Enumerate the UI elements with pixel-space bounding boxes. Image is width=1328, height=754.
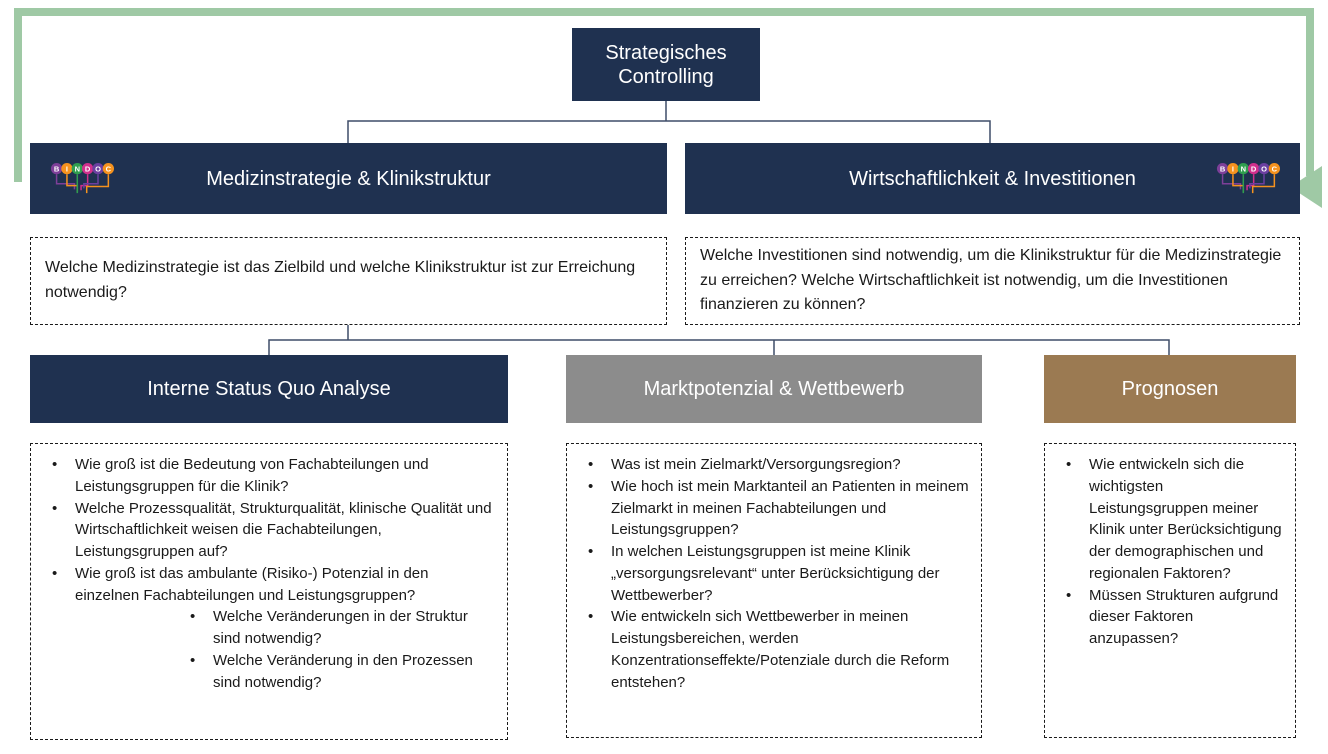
svg-text:C: C [1271, 163, 1278, 173]
subbranch-node-title: Prognosen [1121, 378, 1219, 400]
root-node-title: Strategisches Controlling [605, 41, 727, 88]
subbranch-node-title: Interne Status Quo Analyse [147, 378, 391, 400]
question-text: Welche Investitionen sind notwendig, um die Klinikstruktur für die Medizinstrategie zu erreichen? Welche Wirtschaftlichkeit ist notwendig, um die Investitionen finanzieren zu können? [700, 246, 1282, 314]
svg-text:O: O [1261, 163, 1267, 173]
bullet-item: • Wie entwickeln sich die wichtigsten Leistungsgruppen meiner Klinik unter Berücksichtigung der demographischen und regionalen Faktoren? [1057, 454, 1283, 585]
question-box-wirtschaftlichkeit [685, 237, 1300, 325]
bullet-item: • In welchen Leistungsgruppen ist meine Klinik „versorgungsrelevant“ unter Berücksichtigung der Wettbewerber? [579, 541, 969, 606]
bullet-item: • Welche Veränderung in den Prozessen sind notwendig? [181, 650, 495, 694]
branch-node-title: Wirtschaftlichkeit & Investitionen [849, 167, 1136, 190]
bullet-list [1057, 454, 1283, 650]
sub-bullet-list [181, 606, 495, 693]
bullet-list [579, 454, 969, 693]
bindoc-logo [1216, 162, 1280, 196]
bullet-box-interne-status-quo-analyse [30, 443, 508, 740]
root-node-strategisches-controlling [572, 28, 760, 101]
branch-node-title: Medizinstrategie & Klinikstruktur [206, 167, 491, 190]
svg-text:B: B [1219, 163, 1226, 173]
svg-text:C: C [105, 163, 112, 173]
bullet-item: • Wie groß ist das ambulante (Risiko-) Potenzial in den einzelnen Fachabteilungen und Leistungsgruppen? [43, 563, 495, 607]
bullet-item: • Müssen Strukturen aufgrund dieser Faktoren anzupassen? [1057, 585, 1283, 650]
bullet-item: • Wie groß ist die Bedeutung von Fachabteilungen und Leistungsgruppen für die Klinik? [43, 454, 495, 498]
bullet-box-marktpotenzial-wettbewerb [566, 443, 982, 738]
svg-text:N: N [1240, 163, 1247, 173]
question-text: Welche Medizinstrategie ist das Zielbild und welche Klinikstruktur ist zur Erreichung notwendig? [45, 259, 636, 301]
bullet-item: • Wie entwickeln sich Wettbewerber in meinen Leistungsbereichen, werden Konzentrationseffekte/Potenziale durch die Reform entstehen? [579, 606, 969, 693]
subbranch-node-prognosen [1044, 355, 1296, 423]
svg-text:I: I [1231, 163, 1234, 173]
branch-node-wirtschaftlichkeit [685, 143, 1300, 214]
bullet-box-prognosen [1044, 443, 1296, 738]
svg-text:I: I [65, 163, 68, 173]
subbranch-node-marktpotenzial-wettbewerb [566, 355, 982, 423]
svg-text:D: D [84, 163, 91, 173]
subbranch-node-interne-status-quo-analyse [30, 355, 508, 423]
svg-text:N: N [74, 163, 81, 173]
bullet-item: • Welche Veränderungen in der Struktur sind notwendig? [181, 606, 495, 650]
bullet-item: • Welche Prozessqualität, Strukturqualität, klinische Qualität und Wirtschaftlichkeit weisen die Fachabteilungen, Leistungsgruppen auf? [43, 498, 495, 563]
bullet-list [43, 454, 495, 606]
svg-text:B: B [53, 163, 60, 173]
bullet-item: • Was ist mein Zielmarkt/Versorgungsregion? [579, 454, 969, 476]
bullet-item: • Wie hoch ist mein Marktanteil an Patienten in meinem Zielmarkt in meinen Fachabteilungen und Leistungsgruppen? [579, 476, 969, 541]
svg-text:O: O [95, 163, 101, 173]
branch-node-medizinstrategie [30, 143, 667, 214]
bindoc-logo [50, 162, 114, 196]
svg-text:D: D [1250, 163, 1257, 173]
subbranch-node-title: Marktpotenzial & Wettbewerb [643, 378, 905, 400]
question-box-medizinstrategie [30, 237, 667, 325]
